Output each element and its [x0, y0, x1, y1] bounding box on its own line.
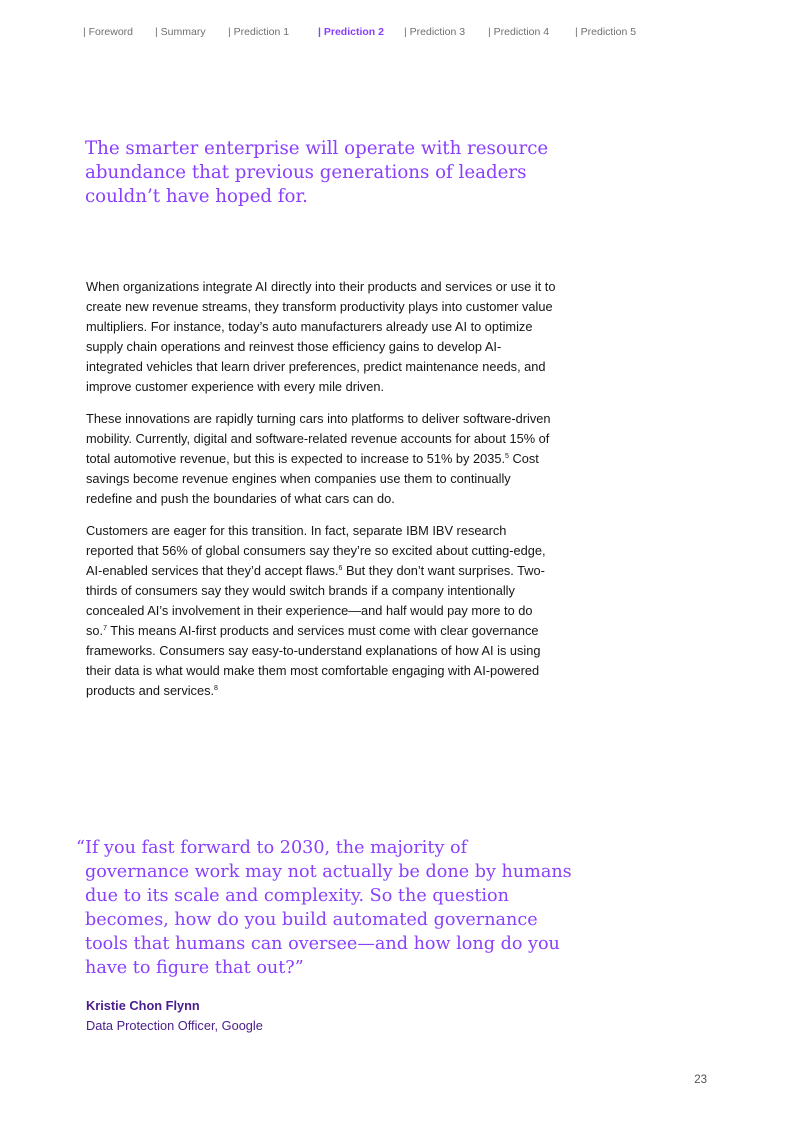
footnote-ref-8[interactable]: 8 — [214, 685, 218, 692]
paragraph-1: When organizations integrate AI directly into their products and services or use it to create new revenue streams, they transform productivity plays into customer value multipliers. For instance, today’s auto manufacturers already use AI to optimize supply chain operations and reinvest those efficiency gains to develop AI-integrated vehicles that learn driver preferences, predict maintenance needs, and improve customer experience with every mile driven. — [86, 279, 556, 394]
paragraph-2-text-b: Cost savings become revenue engines when companies use them to continually redefine and push the boundaries of what cars can do. — [86, 451, 539, 506]
nav-prediction-5[interactable]: | Prediction 5 — [575, 26, 637, 38]
pull-quote: The smarter enterprise will operate with resource abundance that previous generations of leaders couldn’t have hoped for. — [85, 138, 549, 207]
paragraph-2 — [86, 409, 556, 509]
footnote-ref-7[interactable]: 7 — [103, 625, 107, 632]
nav-prediction-3[interactable]: | Prediction 3 — [404, 26, 466, 38]
nav-prediction-4[interactable]: | Prediction 4 — [488, 26, 550, 38]
paragraph-3-text-b: But they don’t want surprises. Two-thirds of consumers say they would switch brands if a company intentionally concealed AI’s involvement in their experience—and half would pay more to do so. — [86, 563, 545, 638]
paragraph-2-text-a: These innovations are rapidly turning cars into platforms to deliver software-driven mobility. Currently, digital and software-related revenue accounts for about 15% of total automotive revenue, but this is expected to increase to 51% by 2035. — [86, 411, 551, 466]
quote-author: Kristie Chon Flynn — [86, 998, 200, 1013]
nav-foreword[interactable]: | Foreword — [83, 26, 133, 38]
footnote-ref-5[interactable]: 5 — [505, 453, 509, 460]
nav-prediction-1[interactable]: | Prediction 1 — [228, 26, 290, 38]
nav-summary[interactable]: | Summary — [155, 26, 206, 38]
expert-quote — [76, 836, 576, 1036]
page-number: 23 — [694, 1074, 707, 1086]
paragraph-3-text-a: Customers are eager for this transition. In fact, separate IBM IBV research reported that 56% of global consumers say they’re so excited about cutting-edge, AI-enabled services that they’d accept flaws. — [86, 523, 546, 578]
expert-quote-text: “If you fast forward to 2030, the majority of governance work may not actually be done by humans due to its scale and complexity. So the question becomes, how do you build automated governance tools that humans can oversee—and how long do you have to figure that out?” — [76, 838, 572, 978]
nav-prediction-2[interactable]: | Prediction 2 — [318, 26, 384, 38]
paragraph-3-text-c: This means AI-first products and services must come with clear governance frameworks. Consumers say easy-to-understand explanations of how AI is using their data is what would make them most comfortable engaging with AI-powered products and services. — [86, 623, 541, 698]
quote-author-role: Data Protection Officer, Google — [86, 1018, 263, 1033]
body-text — [86, 277, 556, 713]
paragraph-3 — [86, 521, 556, 701]
section-navigation — [0, 26, 793, 40]
footnote-ref-6[interactable]: 6 — [338, 565, 343, 572]
